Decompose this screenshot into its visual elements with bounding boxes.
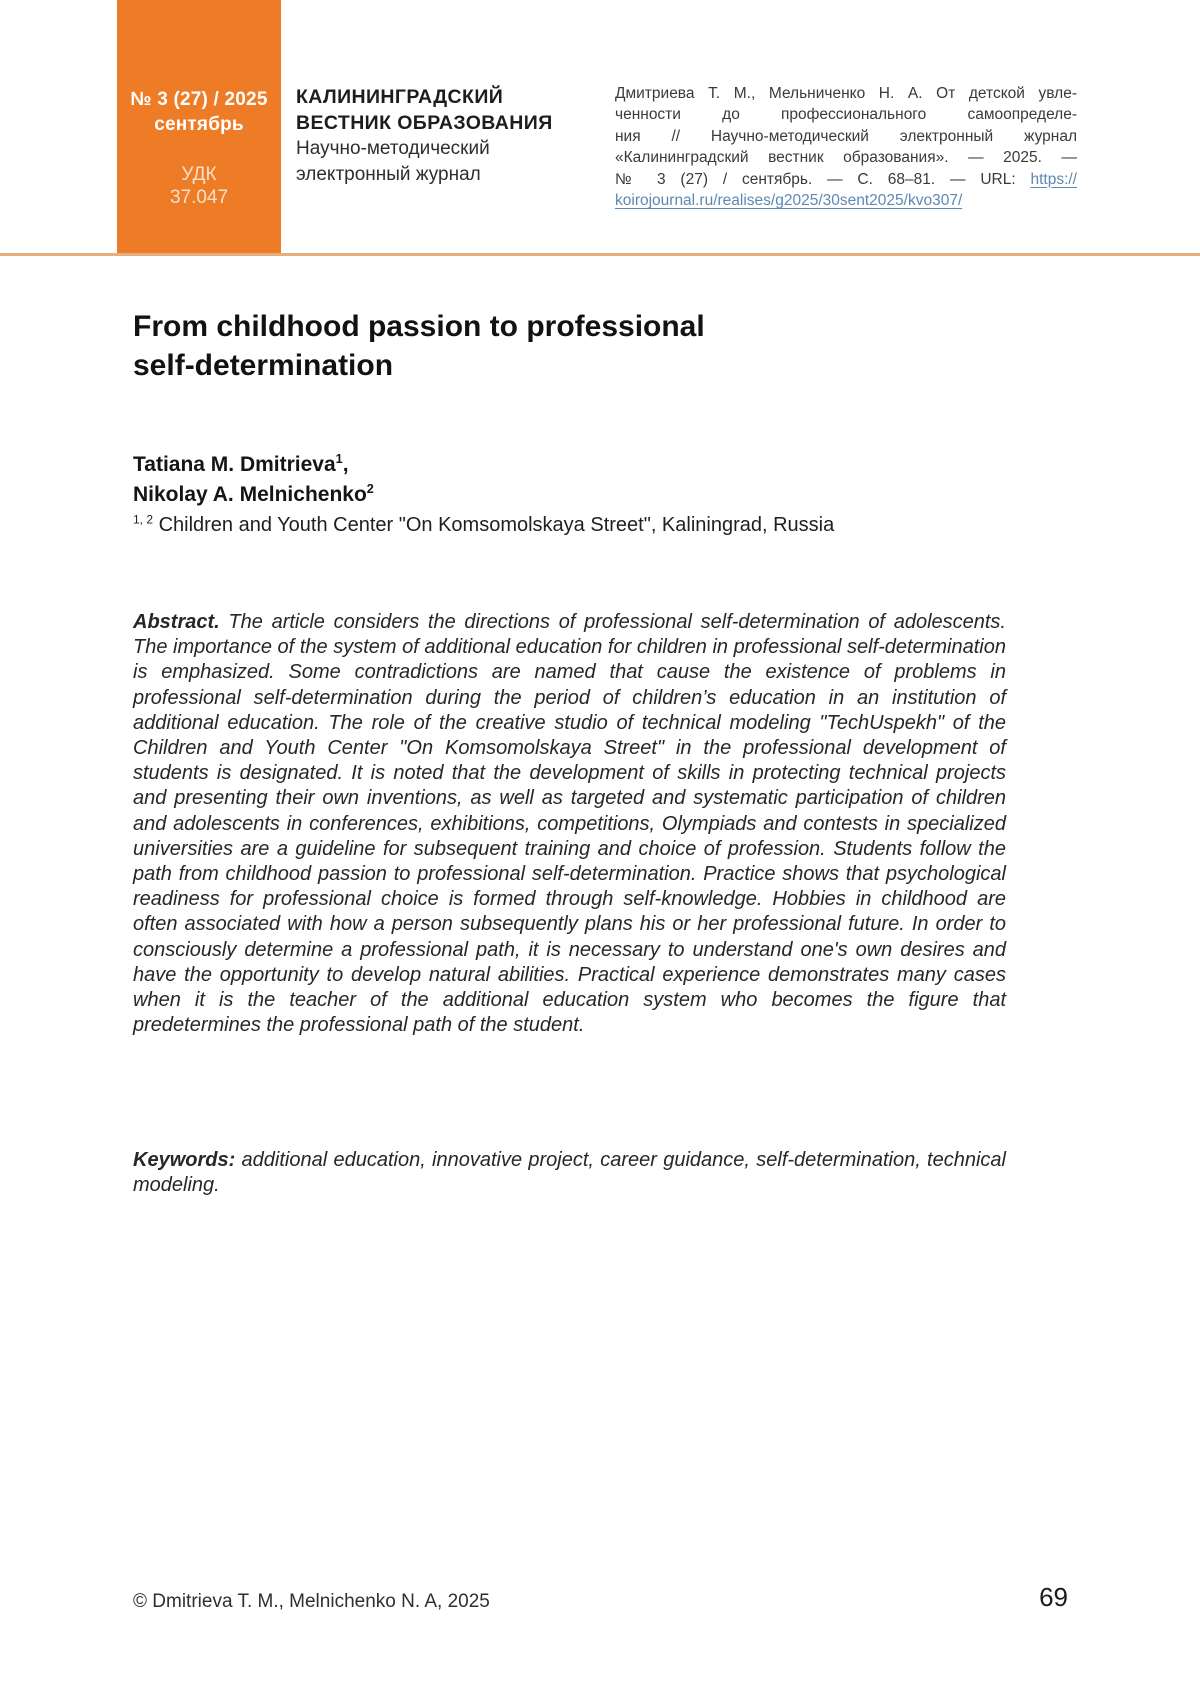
citation-line: ния // Научно-методический электронный журнал xyxy=(615,127,1077,145)
issue-month: сентябрь xyxy=(154,114,244,135)
author-superscript: 1 xyxy=(335,452,343,466)
affiliation-text: Children and Youth Center "On Komsomolskaya Street", Kaliningrad, Russia xyxy=(153,514,835,536)
abstract-label: Abstract. xyxy=(133,611,220,633)
author-name-text: Nikolay A. Melnichenko xyxy=(133,483,367,506)
keywords-paragraph xyxy=(133,1148,1006,1198)
issue-block xyxy=(117,0,281,254)
author-name xyxy=(133,480,1013,510)
journal-subtitle-line1: Научно-методический xyxy=(296,138,490,159)
copyright-line: © Dmitrieva T. M., Melnichenko N. A, 2025 xyxy=(133,1591,490,1612)
citation-url-link-start[interactable]: https:// xyxy=(1030,170,1077,188)
abstract-paragraph xyxy=(133,610,1006,1038)
citation-line: ченности до профессионального самоопределе- xyxy=(615,106,1077,124)
citation-line: Дмитриева Т. М., Мельниченко Н. А. От детской увле- xyxy=(615,85,1077,102)
author-name xyxy=(133,450,1013,480)
author-name-text: Tatiana M. Dmitrieva xyxy=(133,453,336,476)
author-superscript: 2 xyxy=(366,482,374,496)
bibliographic-citation xyxy=(615,83,1077,211)
citation-url-link[interactable]: koirojournal.ru/realises/g2025/30sent2025/kvo307/ xyxy=(615,192,963,210)
journal-name-block xyxy=(296,84,596,187)
article-title-line2: self-determination xyxy=(133,348,394,382)
udc-group xyxy=(117,163,281,209)
issue-number: № 3 (27) / 2025 xyxy=(130,89,268,110)
journal-subtitle-line2: электронный журнал xyxy=(296,163,481,185)
citation-line: «Калининградский вестник образования». — 2025. — xyxy=(615,149,1077,167)
citation-line-url xyxy=(615,190,1077,211)
udc-label: УДК xyxy=(181,164,217,185)
author-suffix: , xyxy=(342,453,349,476)
page-number: 69 xyxy=(1039,1582,1068,1612)
article-title-line1: From childhood passion to professional xyxy=(133,310,705,343)
citation-line-text: № 3 (27) / сентябрь. — С. 68–81. — URL: xyxy=(615,170,1031,188)
udc-value: 37.047 xyxy=(169,187,229,208)
journal-title-line2: ВЕСТНИК ОБРАЗОВАНИЯ xyxy=(296,112,553,134)
affiliation-superscript: 1, 2 xyxy=(133,512,154,527)
journal-title-line1: КАЛИНИНГРАДСКИЙ xyxy=(296,86,504,108)
keywords-label: Keywords: xyxy=(133,1149,236,1171)
authors-block xyxy=(133,450,1013,538)
article-title xyxy=(133,308,1013,385)
citation-line-with-url xyxy=(615,169,1077,190)
authors-affiliation xyxy=(133,512,1013,538)
abstract-text: The article considers the directions of professional self-determination of adolescents. The importance of the system of additional education for children in professional self-determination is emphasized. Some contradictions are named that cause the existence of problems in professional self-determination during the period of children’s education in an institution of additional education. The role of the creative studio of technical modeling "TechUspekh" of the Children and Youth Center "On Komsomolskaya Street" in the professional development of students is designated. It is noted that the development of skills in protecting technical projects and presenting their own inventions, as well as targeted and systematic participation of children and adolescents in conferences, exhibitions, competitions, Olympiads and contests in specialized universities are a guideline for subsequent training and choice of profession. Students follow the path from childhood passion to professional self-determination. Practice shows that psychological readiness for professional choice is formed through self-knowledge. Hobbies in childhood are often associated with how a person subsequently plans his or her professional future. In order to consciously determine a professional path, it is necessary to understand one's own desires and have the opportunity to develop natural abilities. Practical experience demonstrates many cases when it is the teacher of the additional education system who becomes the figure that predetermines the professional path of the student. xyxy=(133,611,1006,1037)
header-divider-rule xyxy=(0,253,1200,256)
keywords-text: additional education, innovative project, career guidance, self-determination, technical modeling. xyxy=(133,1149,1006,1197)
